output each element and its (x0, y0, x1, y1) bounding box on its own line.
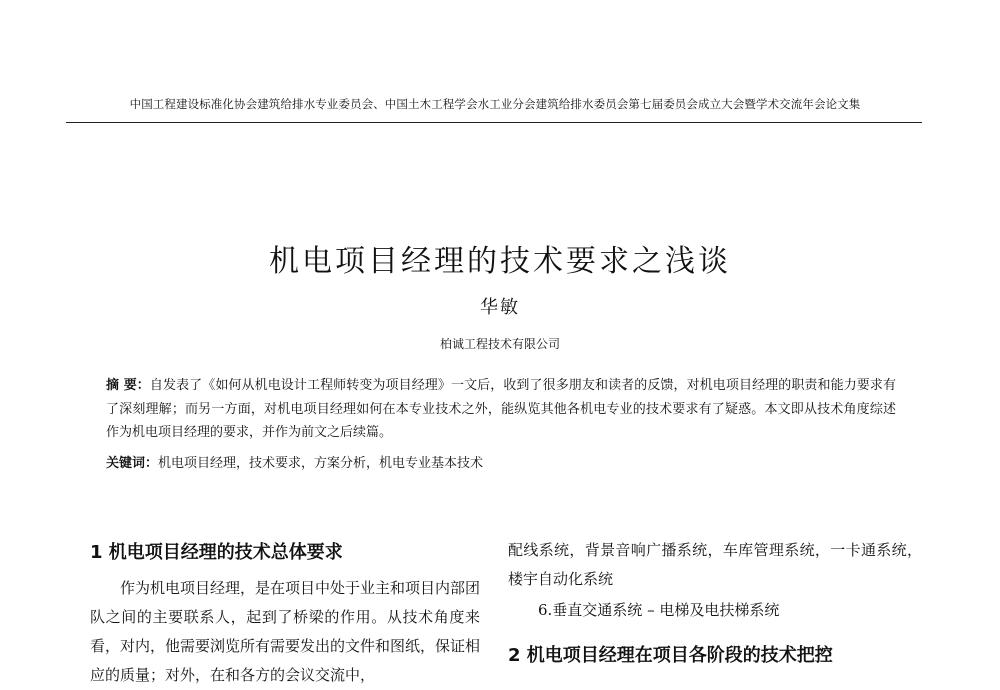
abstract-text: 自发表了《如何从机电设计工程师转变为项目经理》一文后，收到了很多朋友和读者的反馈，对机电项目经理的职责和能力要求有了深刻理解；而另一方面，对机电项目经理如何在本专业技术之外，能纵览其他各机电专业的技术要求有了疑惑。本文即从技术角度综述作为机电项目经理的要求，并作为前文之后续篇。 (106, 378, 896, 440)
right-column (508, 536, 922, 671)
list-item-6: 6.垂直交通系统 – 电梯及电扶梯系统 (538, 601, 780, 619)
author-affiliation: 柏诚工程技术有限公司 (439, 337, 560, 351)
paper-title: 机电项目经理的技术要求之浅谈 (269, 244, 731, 280)
section-1-heading: 1 机电项目经理的技术总体要求 (90, 542, 343, 563)
keywords-text: 机电项目经理，技术要求，方案分析，机电专业基本技术 (158, 456, 484, 471)
proceedings-header: 中国工程建设标准化协会建筑给排水专业委员会、中国土木工程学会水工业分会建筑给排水委员会第七届委员会成立大会暨学术交流年会论文集 (129, 97, 861, 111)
section-1-paragraph: 作为机电项目经理，是在项目中处于业主和项目内部团队之间的主要联系人，起到了桥梁的作用。从技术角度来看，对内，他需要浏览所有需要发出的文件和图纸，保证相应的质量；对外，在和各方的会议交流中， (90, 579, 481, 684)
abstract (106, 374, 896, 445)
section-2-heading: 2 机电项目经理在项目各阶段的技术把控 (508, 645, 833, 666)
continued-paragraph: 配线系统，背景音响广播系统，车库管理系统，一卡通系统，楼宇自动化系统 (508, 541, 922, 588)
abstract-label: 摘 要： (106, 378, 150, 393)
header-rule (66, 122, 922, 123)
keywords-label: 关键词： (106, 456, 159, 471)
author-name: 华敏 (480, 297, 520, 318)
keywords (106, 452, 896, 471)
left-column (90, 538, 480, 690)
